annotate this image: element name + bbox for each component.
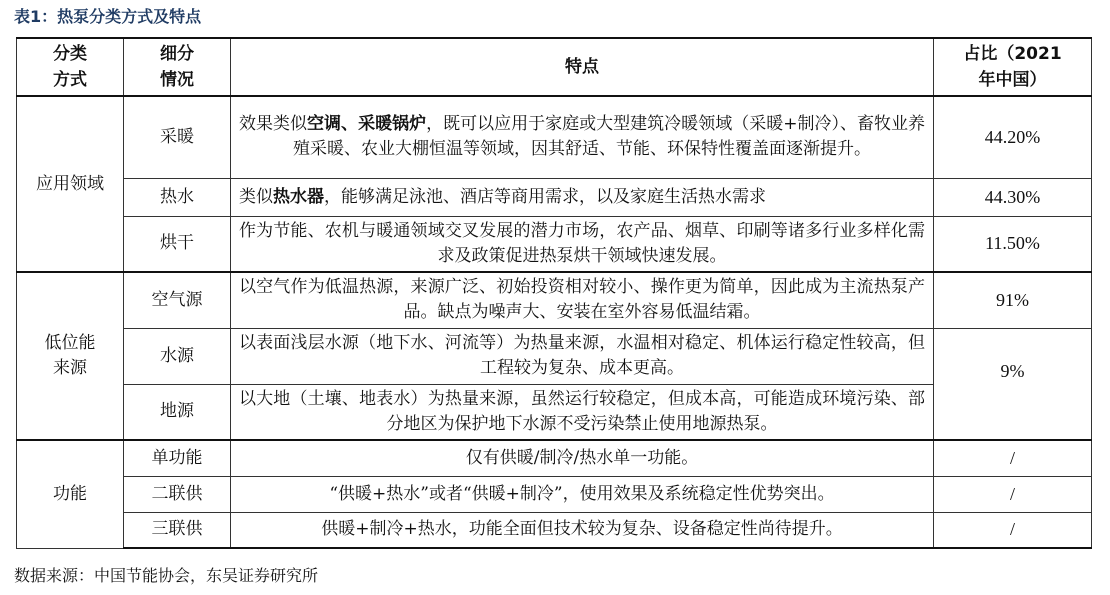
table-row (17, 476, 1092, 512)
group-label-low-grade: 低位能 来源 (17, 272, 124, 440)
heat-pump-table (16, 37, 1092, 549)
table-row (17, 178, 1092, 216)
table-row (17, 96, 1092, 178)
sub-single: 单功能 (124, 440, 231, 476)
share-heating: 44.20% (934, 96, 1092, 178)
table-row (17, 328, 1092, 384)
sub-hot-water: 热水 (124, 178, 231, 216)
desc-single: 仅有供暖/制冷/热水单一功能。 (231, 440, 934, 476)
share-drying: 11.50% (934, 216, 1092, 272)
sub-air-source: 空气源 (124, 272, 231, 328)
sub-ground-source: 地源 (124, 384, 231, 440)
desc-drying: 作为节能、农机与暖通领域交叉发展的潜力市场，农产品、烟草、印刷等诸多行业多样化需求及政策促进热泵烘干领域快速发展。 (231, 216, 934, 272)
group-label-function: 功能 (17, 440, 124, 548)
desc-dual: “供暖+热水”或者“供暖+制冷”，使用效果及系统稳定性优势突出。 (231, 476, 934, 512)
sub-dual: 二联供 (124, 476, 231, 512)
sub-water-source: 水源 (124, 328, 231, 384)
table-row (17, 512, 1092, 548)
table-title: 表1：热泵分类方式及特点 (14, 7, 202, 26)
share-single: / (934, 440, 1092, 476)
header-share: 占比（2021 年中国） (934, 38, 1092, 96)
share-hot-water: 44.30% (934, 178, 1092, 216)
group-label-application: 应用领域 (17, 96, 124, 272)
table-row (17, 216, 1092, 272)
desc-triple: 供暖+制冷+热水，功能全面但技术较为复杂、设备稳定性尚待提升。 (231, 512, 934, 548)
table-row (17, 272, 1092, 328)
desc-water-source: 以表面浅层水源（地下水、河流等）为热量来源，水温相对稳定、机体运行稳定性较高，但工程较为复杂、成本更高。 (231, 328, 934, 384)
share-dual: / (934, 476, 1092, 512)
share-water-ground: 9% (934, 328, 1092, 440)
desc-hot-water: 类似热水器，能够满足泳池、酒店等商用需求，以及家庭生活热水需求 (231, 178, 934, 216)
header-row (17, 38, 1092, 96)
desc-heating: 效果类似空调、采暖锅炉，既可以应用于家庭或大型建筑冷暖领域（采暖+制冷）、畜牧业养殖采暖、农业大棚恒温等领域，因其舒适、节能、环保特性覆盖面逐渐提升。 (231, 96, 934, 178)
sub-drying: 烘干 (124, 216, 231, 272)
sub-heating: 采暖 (124, 96, 231, 178)
desc-air-source: 以空气作为低温热源，来源广泛、初始投资相对较小、操作更为简单，因此成为主流热泵产品。缺点为噪声大、安装在室外容易低温结霜。 (231, 272, 934, 328)
desc-ground-source: 以大地（土壤、地表水）为热量来源，虽然运行较稳定，但成本高，可能造成环境污染、部分地区为保护地下水源不受污染禁止使用地源热泵。 (231, 384, 934, 440)
share-air-source: 91% (934, 272, 1092, 328)
header-subcategory: 细分 情况 (124, 38, 231, 96)
sub-triple: 三联供 (124, 512, 231, 548)
table-row (17, 384, 1092, 440)
header-features: 特点 (231, 38, 934, 96)
header-category: 分类 方式 (17, 38, 124, 96)
table-row (17, 440, 1092, 476)
data-source-note: 数据来源：中国节能协会，东吴证券研究所 (14, 566, 319, 585)
share-triple: / (934, 512, 1092, 548)
